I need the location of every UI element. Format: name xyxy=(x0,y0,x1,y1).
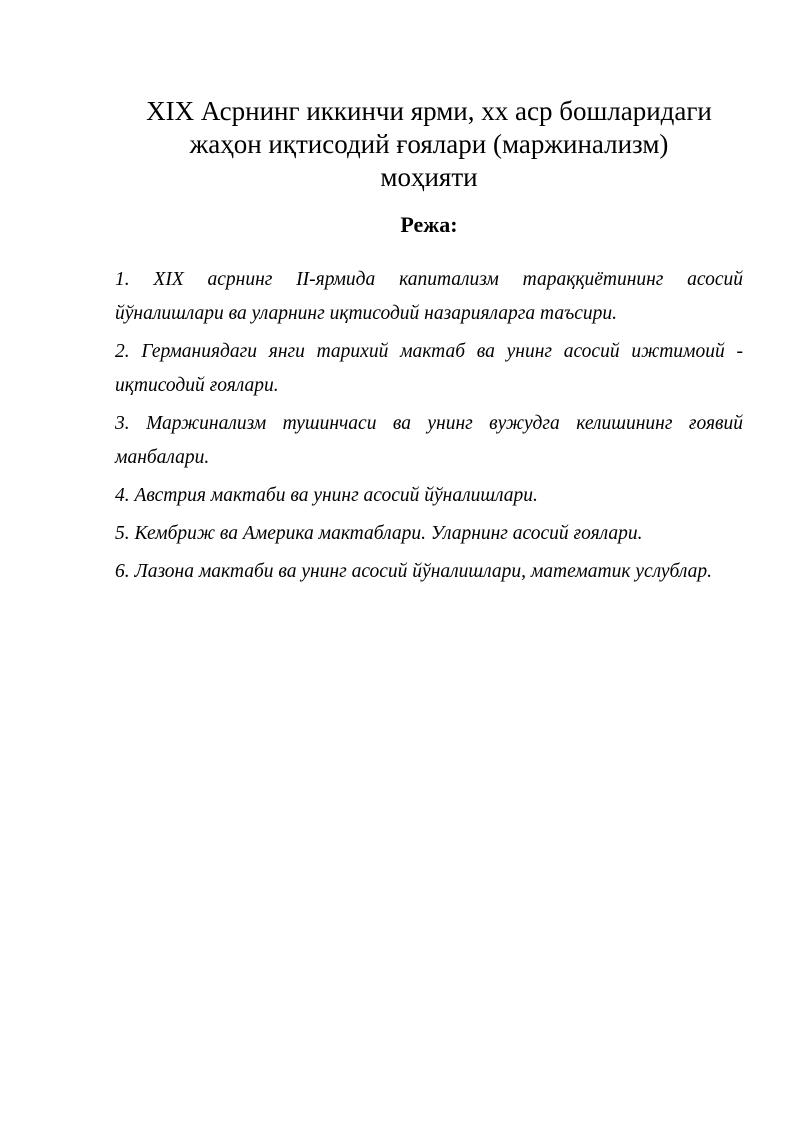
title-line-3: моҳияти xyxy=(380,162,478,193)
plan-heading: Режа: xyxy=(400,212,458,237)
plan-item-2 xyxy=(115,335,743,403)
plan-item-text: Маржинализм тушинчаси ва унинг вужудга келишининг ғоявий манбалари. xyxy=(115,413,743,468)
plan-item-number: 6. xyxy=(115,561,130,582)
plan-item-text: XIX асрнинг II-ярмида капитализм тараққиётининг асосий йўналишлари ва уларнинг иқтисодий назарияларга таъсири. xyxy=(115,269,744,324)
plan-item-4 xyxy=(115,479,743,513)
plan-item-number: 5. xyxy=(115,523,130,544)
plan-item-number: 2. xyxy=(115,341,130,362)
plan-item-text: Австрия мактаби ва унинг асосий йўналишлари. xyxy=(134,485,538,506)
plan-item-text: Германиядаги янги тарихий мактаб ва унинг асосий ижтимоий - иқтисодий ғоялари. xyxy=(115,341,743,396)
title-line-2: жаҳон иқтисодий ғоялари (маржинализм) xyxy=(189,129,669,160)
plan-item-text: Лазона мактаби ва унинг асосий йўналишлари, математик услублар. xyxy=(134,561,712,582)
plan-item-number: 1. xyxy=(115,269,130,290)
plan-item-3 xyxy=(115,407,743,475)
plan-item-text: Кембриж ва Америка мактаблари. Уларнинг асосий ғоялари. xyxy=(134,523,643,544)
plan-item-1 xyxy=(115,263,743,331)
plan-item-5 xyxy=(115,517,743,551)
plan-item-number: 3. xyxy=(115,413,130,434)
title-line-1: XIX Асрнинг иккинчи ярми, хх аср бошларидаги xyxy=(146,96,712,127)
plan-item-6 xyxy=(115,555,743,589)
document-title xyxy=(100,95,758,194)
plan-item-number: 4. xyxy=(115,485,130,506)
plan-list xyxy=(115,263,743,593)
